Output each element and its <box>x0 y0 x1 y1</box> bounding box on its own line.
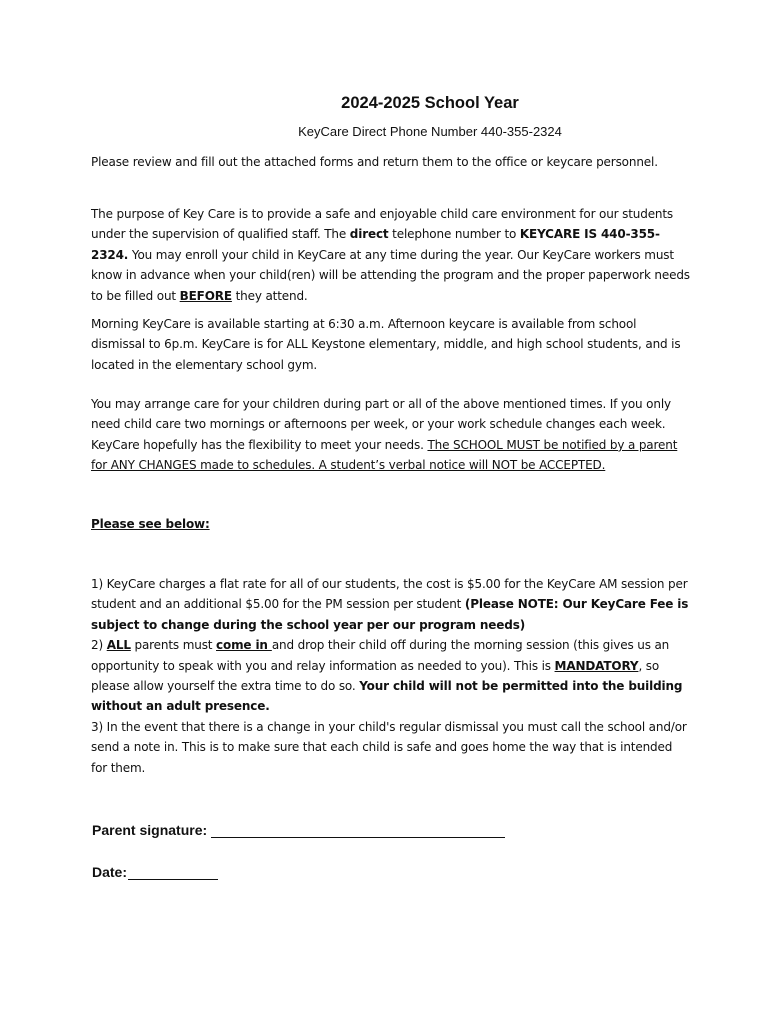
rule-2-text-2: and drop their child off during the morning session (this gives us an opportunity to speak with you and relay information as needed to you). This is <box>91 638 670 673</box>
rule-1 <box>91 574 691 635</box>
purpose-text-4: they attend. <box>231 288 308 303</box>
see-below-heading <box>91 514 691 534</box>
purpose-text-3: You may enroll your child in KeyCare at any time during the year. Our KeyCare workers must know in advance when your child(ren) will be attending the program and the proper paperwork needs to be filled out <box>91 247 690 303</box>
purpose-paragraph <box>91 204 691 306</box>
rule-3: 3) In the event that there is a change in your child's regular dismissal you must call the school and/or send a note in. This is to make sure that each child is safe and goes home the way that is intended for them. <box>91 719 687 775</box>
parent-signature-label: Parent signature: <box>92 822 208 838</box>
phone-subtitle: KeyCare Direct Phone Number 440-355-2324 <box>298 124 562 139</box>
rule-2-number: 2) <box>91 638 107 653</box>
rules-list <box>91 574 691 778</box>
purpose-direct: direct <box>349 227 389 242</box>
rule-2-come-in: come in <box>216 638 272 653</box>
parent-signature-row <box>92 822 505 838</box>
arrange-paragraph <box>91 394 691 476</box>
rule-2 <box>91 635 691 717</box>
rule-2-text-1: parents must <box>130 638 217 653</box>
parent-signature-field[interactable] <box>211 823 505 838</box>
date-row <box>92 864 218 880</box>
rule-2-all: ALL <box>106 638 131 653</box>
rule-2-warning: Your child will not be permitted into the building without an adult presence. <box>91 679 683 714</box>
arrange-text: You may arrange care for your children during part or all of the above mentioned times. If you only need child care two mornings or afternoons per week, or your work schedule changes each week. KeyCare hopefully has the flexibility to meet your needs. <box>91 397 671 452</box>
date-label: Date: <box>92 864 128 880</box>
intro-paragraph <box>91 152 691 172</box>
page-title: 2024-2025 School Year <box>341 94 519 112</box>
rule-2-text-3: , so please allow yourself the extra time to do so. <box>91 658 660 694</box>
hours-text: Morning KeyCare is available starting at 6:30 a.m. Afternoon keycare is available from school dismissal to 6p.m. KeyCare is for ALL Keystone elementary, middle, and high school students, and is located in the elementary school gym. <box>91 317 681 372</box>
purpose-before: BEFORE <box>179 288 232 303</box>
hours-paragraph <box>91 314 691 375</box>
rule-1-text: 1) KeyCare charges a flat rate for all of our students, the cost is $5.00 for the KeyCare AM session per student and an additional $5.00 for the PM session per student <box>91 577 688 612</box>
intro-text: Please review and fill out the attached forms and return them to the office or keycare personnel. <box>91 155 658 169</box>
rule-1-note: (Please NOTE: Our KeyCare Fee is subject to change during the school year per our program needs) <box>91 597 689 632</box>
rule-2-mandatory: MANDATORY <box>554 658 639 673</box>
purpose-text-2: telephone number to <box>388 227 520 242</box>
schedule-change-notice: The SCHOOL MUST be notified by a parent for ANY CHANGES made to schedules. A student’s verbal notice will NOT be ACCEPTED. <box>91 437 678 473</box>
date-field[interactable] <box>128 865 218 880</box>
see-below-text: Please see below: <box>91 517 210 531</box>
keycare-phone: KEYCARE IS 440-355-2324. <box>91 227 660 262</box>
purpose-text-1: The purpose of Key Care is to provide a safe and enjoyable child care environment for our students under the supervision of qualified staff. The <box>91 207 674 242</box>
